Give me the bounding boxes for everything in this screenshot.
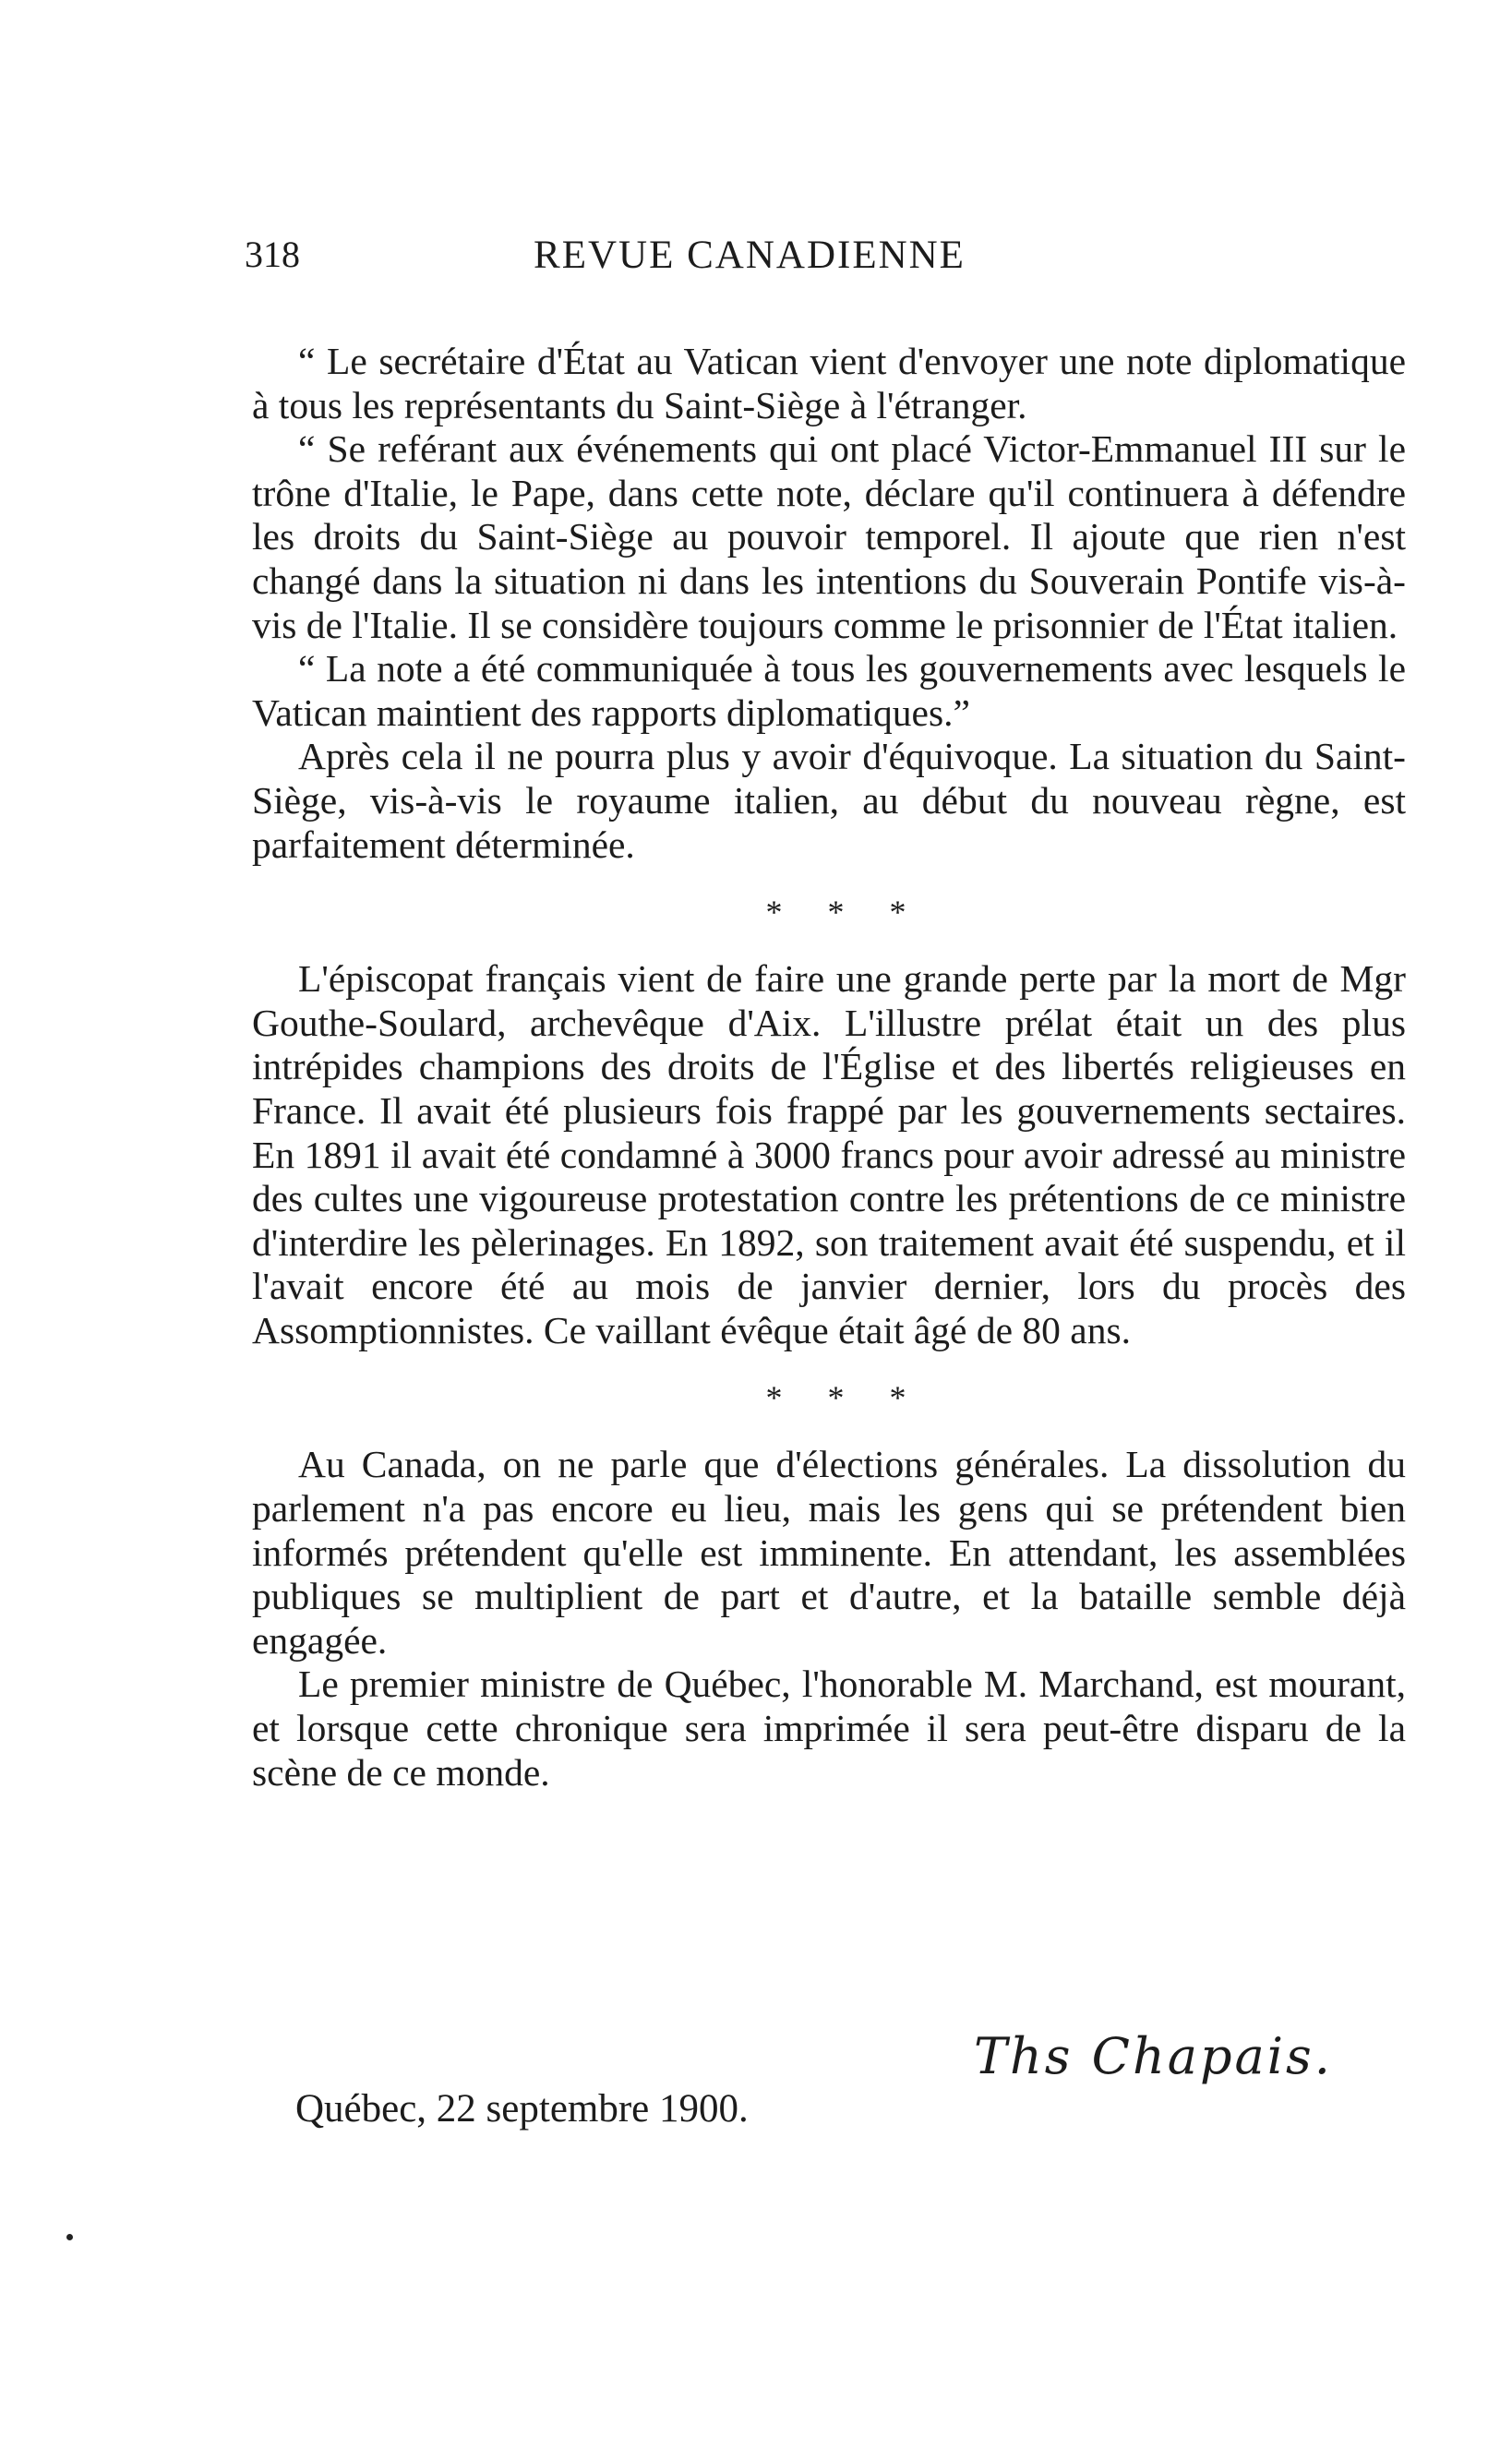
place-date-line: Québec, 22 septembre 1900.	[295, 2087, 749, 2131]
paragraph: Après cela il ne pourra plus y avoir d'équivoque. La situation du Saint-Siège, vis-à-vis le royaume italien, au début du nouveau règne, est parfaitement déterminée.	[252, 735, 1406, 866]
paragraph: L'épiscopat français vient de faire une grande perte par la mort de Mgr Gouthe-Soulard, archevêque d'Aix. L'illustre prélat était un des plus intrépides champions des droits de l'Église et des libertés religieuses en France. Il avait été plusieurs fois frappé par les gouvernements sectaires. En 1891 il avait été condamné à 3000 francs pour avoir adressé au ministre des cultes une vigoureuse protestation contre les prétentions de ce ministre d'interdire les pèlerinages. En 1892, son traitement avait été suspendu, et il l'avait encore été au mois de janvier dernier, lors du procès des Assomptionnistes. Ce vaillant évêque était âgé de 80 ans.	[252, 957, 1406, 1351]
paragraph: “ La note a été communiquée à tous les gouvernements avec lesquels le Vatican maintient des rapports diplomatiques.”	[252, 647, 1406, 734]
paragraph: Le premier ministre de Québec, l'honorable M. Marchand, est mourant, et lorsque cette chronique sera imprimée il sera peut-être disparu de la scène de ce monde.	[252, 1663, 1406, 1794]
paragraph: “ Se reférant aux événements qui ont placé Victor-Emmanuel III sur le trône d'Italie, le Pape, dans cette note, déclare qu'il continuera à défendre les droits du Saint-Siège au pouvoir temporel. Il ajoute que rien n'est changé dans la situation ni dans les intentions du Souverain Pontife vis-à-vis de l'Italie. Il se considère toujours comme le prisonnier de l'État italien.	[252, 427, 1406, 646]
running-head: REVUE CANADIENNE	[534, 234, 966, 277]
author-signature: Ths Chapais.	[974, 2027, 1333, 2085]
section-separator: * * *	[765, 1379, 925, 1417]
paragraph: Au Canada, on ne parle que d'élections générales. La dissolution du parlement n'a pas encore eu lieu, mais les gens qui se prétendent bien informés prétendent qu'elle est imminente. En attendant, les assemblées publiques se multiplient de part et d'autre, et la bataille semble déjà engagée.	[252, 1443, 1406, 1662]
ink-speck	[66, 2234, 73, 2240]
page-number: 318	[245, 234, 300, 275]
article-body	[252, 340, 1406, 1795]
paragraph: “ Le secrétaire d'État au Vatican vient d'envoyer une note diplomatique à tous les représentants du Saint-Siège à l'étranger.	[252, 340, 1406, 426]
page-header	[245, 233, 1254, 288]
section-separator: * * *	[765, 894, 925, 931]
